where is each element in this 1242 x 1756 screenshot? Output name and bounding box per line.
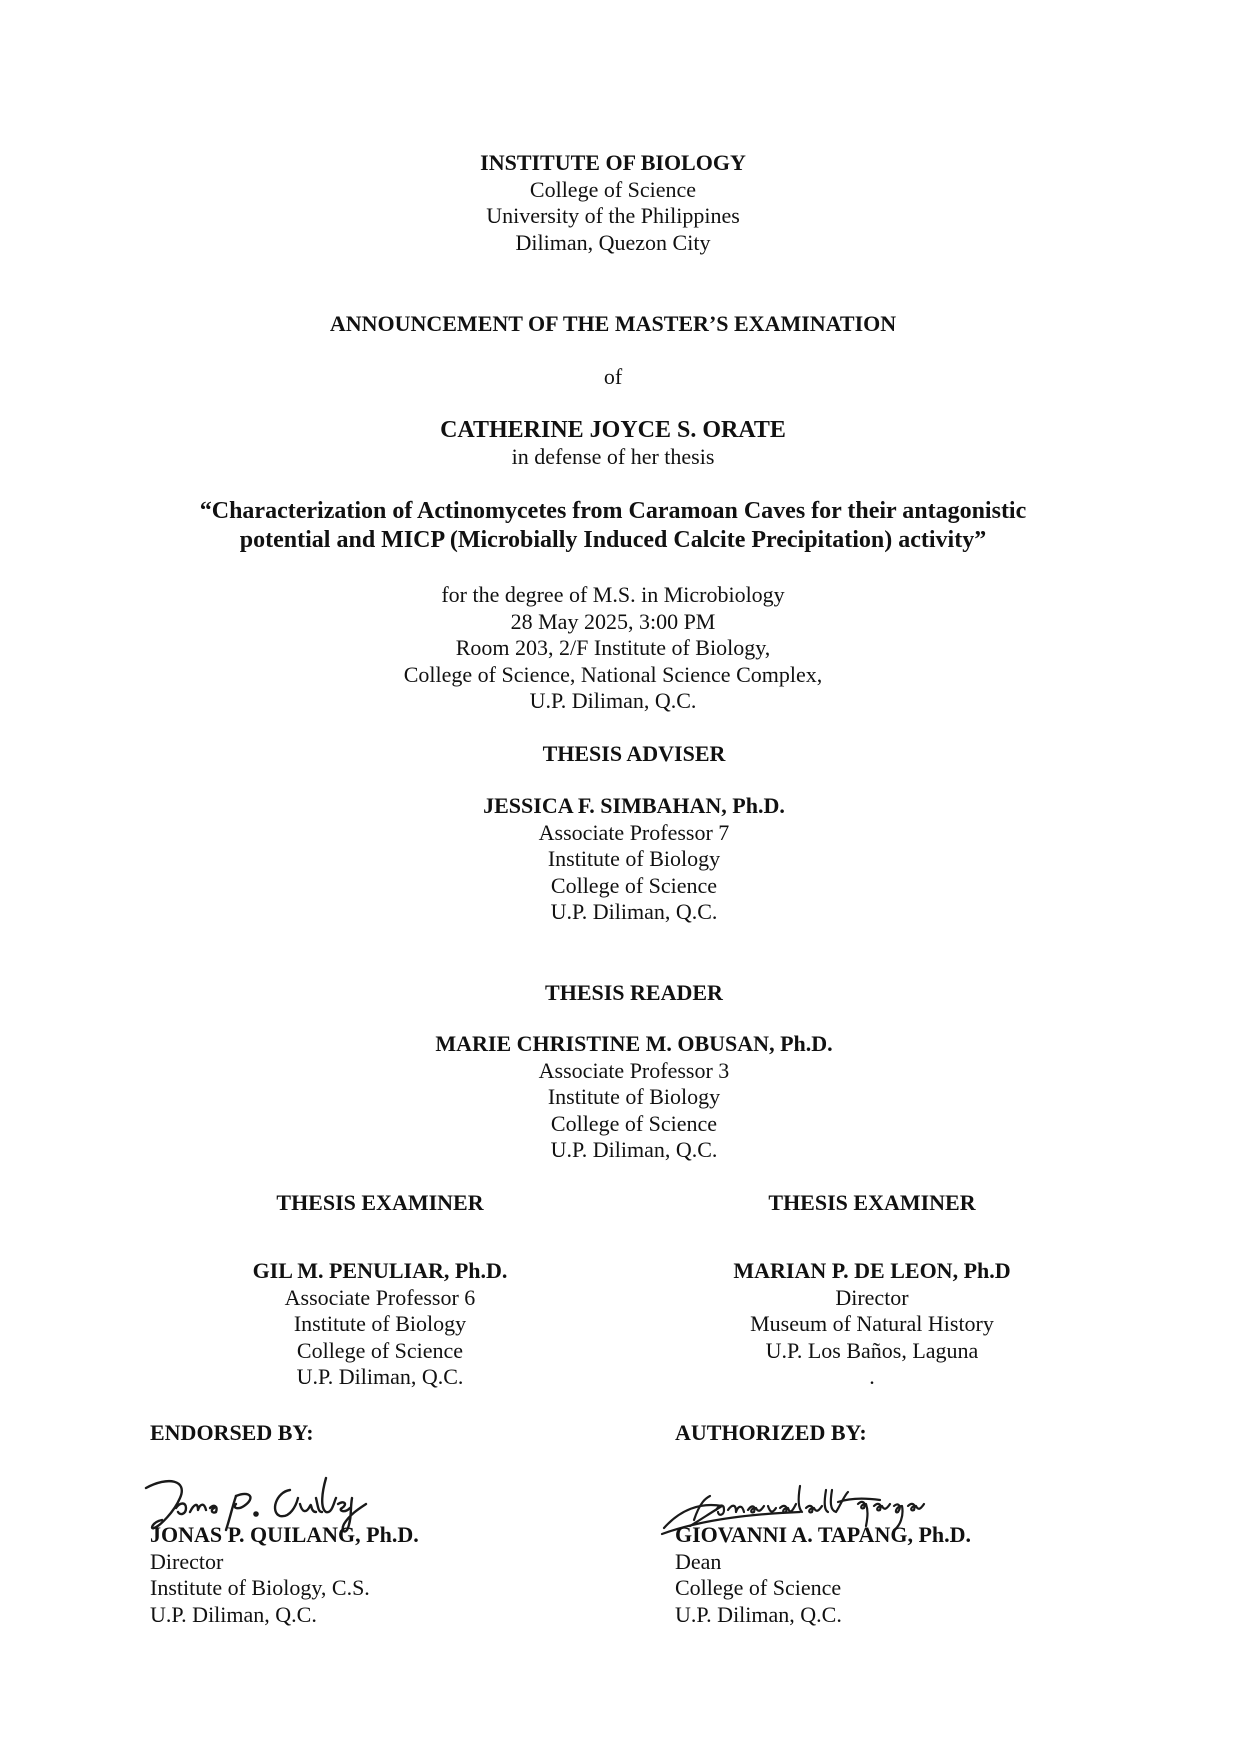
- college-line: College of Science: [529, 176, 697, 202]
- reader-heading: THESIS READER: [545, 980, 723, 1005]
- reader-name: MARIE CHRISTINE M. OBUSAN, Ph.D.: [435, 1031, 833, 1056]
- examiner-unit: Museum of Natural History: [750, 1311, 994, 1336]
- endorsed-label: ENDORSED BY:: [150, 1420, 314, 1445]
- reader-position: Associate Professor 3: [538, 1057, 730, 1083]
- datetime-line: 28 May 2025, 3:00 PM: [510, 608, 716, 634]
- announcement-heading: ANNOUNCEMENT OF THE MASTER’S EXAMINATION: [329, 311, 897, 336]
- examiner-name: MARIAN P. DE LEON, Ph.D: [733, 1258, 1011, 1283]
- examiner-position: Associate Professor 6: [284, 1284, 476, 1310]
- reader-college: College of Science: [550, 1110, 718, 1136]
- authorized-campus: U.P. Diliman, Q.C.: [675, 1601, 842, 1627]
- adviser-college: College of Science: [550, 872, 718, 898]
- authorized-unit: College of Science: [675, 1575, 842, 1600]
- examiner-2-block: [672, 1190, 1072, 1217]
- examiner-campus: U.P. Los Baños, Laguna: [765, 1337, 979, 1363]
- degree-line: for the degree of M.S. in Microbiology: [441, 582, 785, 607]
- complex-line: College of Science, National Science Complex,: [403, 661, 823, 687]
- adviser-campus: U.P. Diliman, Q.C.: [550, 899, 718, 924]
- reader-institute: Institute of Biology: [547, 1084, 721, 1109]
- adviser-position: Associate Professor 7: [538, 819, 730, 845]
- examiner-heading: THESIS EXAMINER: [768, 1190, 976, 1215]
- reader-campus: U.P. Diliman, Q.C.: [550, 1137, 718, 1162]
- endorsed-name: JONAS P. QUILANG, Ph.D.: [150, 1522, 419, 1547]
- examiner-heading: THESIS EXAMINER: [276, 1190, 484, 1215]
- examiner-unit: Institute of Biology: [293, 1311, 467, 1336]
- examiner-1-block: [180, 1190, 580, 1217]
- examiner-position: Director: [835, 1284, 909, 1310]
- candidate-name: CATHERINE JOYCE S. ORATE: [440, 417, 786, 443]
- endorsed-campus: U.P. Diliman, Q.C.: [150, 1601, 317, 1627]
- endorsed-unit: Institute of Biology, C.S.: [150, 1575, 370, 1600]
- examiner-college: College of Science: [296, 1337, 464, 1363]
- examiner-trailing-dot: .: [869, 1364, 875, 1389]
- institute-heading: INSTITUTE OF BIOLOGY: [480, 150, 746, 175]
- thesis-title-line-2: potential and MICP (Microbially Induced Calcite Precipitation) activity”: [239, 527, 987, 553]
- adviser-heading: THESIS ADVISER: [542, 741, 726, 766]
- adviser-institute: Institute of Biology: [547, 846, 721, 871]
- examiner-campus: U.P. Diliman, Q.C.: [296, 1364, 464, 1389]
- location-line: Diliman, Quezon City: [515, 229, 711, 255]
- endorsed-position: Director: [150, 1548, 224, 1574]
- examiner-name: GIL M. PENULIAR, Ph.D.: [252, 1258, 508, 1283]
- campus-line: U.P. Diliman, Q.C.: [529, 688, 697, 713]
- authorized-position: Dean: [675, 1548, 722, 1574]
- defense-line: in defense of her thesis: [511, 444, 715, 469]
- room-line: Room 203, 2/F Institute of Biology,: [455, 635, 771, 660]
- university-line: University of the Philippines: [486, 203, 740, 228]
- thesis-title-line-1: “Characterization of Actinomycetes from Caramoan Caves for their antagonistic: [199, 498, 1027, 524]
- of-line: of: [603, 364, 623, 389]
- authorized-name: GIOVANNI A. TAPANG, Ph.D.: [675, 1522, 972, 1547]
- adviser-name: JESSICA F. SIMBAHAN, Ph.D.: [483, 793, 785, 818]
- authorized-label: AUTHORIZED BY:: [675, 1420, 867, 1445]
